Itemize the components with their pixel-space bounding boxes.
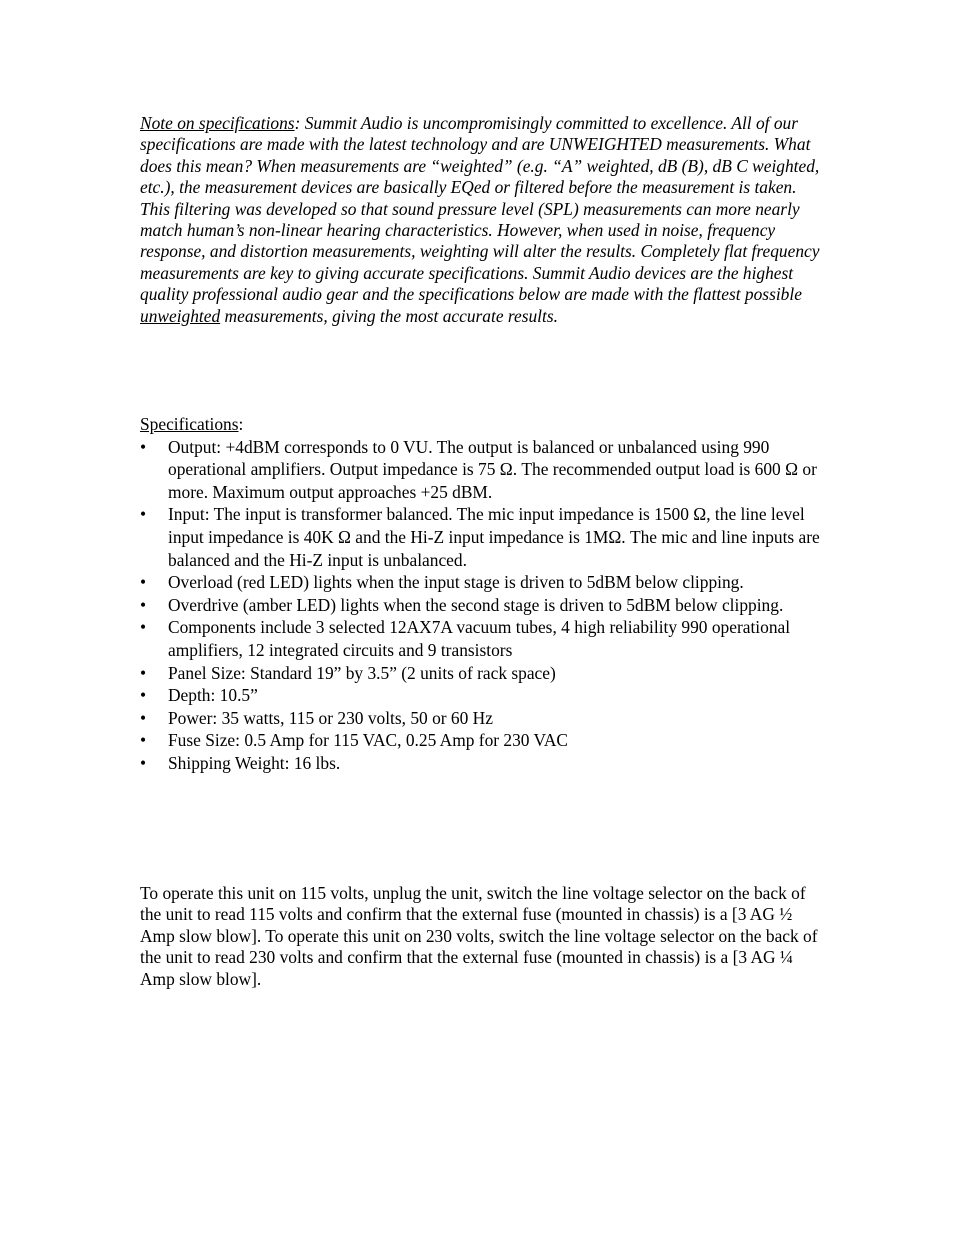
specification-item: [140, 503, 820, 571]
note-tail: measurements, giving the most accurate results.: [220, 305, 558, 326]
bullet-icon: •: [140, 504, 147, 525]
specification-item: [140, 729, 820, 752]
specification-text: Components include 3 selected 12AX7A vacuum tubes, 4 high reliability 990 operational amplifiers, 12 integrated circuits and 9 transistors: [168, 617, 791, 660]
bullet-icon: •: [140, 707, 147, 728]
specification-text: Overload (red LED) lights when the input stage is driven to 5dBM below clipping.: [168, 572, 744, 593]
operation-instructions: To operate this unit on 115 volts, unplug the unit, switch the line voltage selector on the back of the unit to read 115 volts and confirm that the external fuse (mounted in chassis) is a [3 AG ½ Amp slow blow]. To operate this unit on 230 volts, switch the line voltage selector on the back of the unit to read 230 volts and confirm that the external fuse (mounted in chassis) is a [3 AG ¼ Amp slow blow].: [140, 883, 818, 989]
bullet-icon: •: [140, 685, 147, 706]
specification-text: Overdrive (amber LED) lights when the second stage is driven to 5dBM below clipping.: [168, 594, 784, 615]
specification-item: [140, 616, 820, 661]
specification-item: [140, 436, 820, 504]
specification-item: [140, 684, 820, 707]
specification-item: [140, 752, 820, 775]
bullet-icon: •: [140, 662, 147, 683]
specifications-heading-text: Specifications: [140, 414, 239, 434]
specification-text: Input: The input is transformer balanced. The mic input impedance is 1500 Ω, the line level input impedance is 40K Ω and the Hi-Z input impedance is 1MΩ. The mic and line inputs are balanced and the Hi-Z input is unbalanced.: [168, 504, 820, 570]
specification-text: Output: +4dBM corresponds to 0 VU. The output is balanced or unbalanced using 990 operational amplifiers. Output impedance is 75 Ω. The recommended output load is 600 Ω or more. Maximum output approaches +25 dBM.: [168, 436, 817, 502]
specification-text: Depth: 10.5”: [168, 685, 258, 706]
note-heading: Note on specifications: [140, 113, 295, 133]
specification-text: Shipping Weight: 16 lbs.: [168, 752, 341, 773]
specification-item: [140, 594, 820, 617]
specifications-note: [140, 113, 820, 327]
bullet-icon: •: [140, 752, 147, 773]
bullet-icon: •: [140, 730, 147, 751]
note-emphasis: unweighted: [140, 305, 221, 326]
bullet-icon: •: [140, 572, 147, 593]
specifications-heading-colon: :: [238, 414, 244, 434]
specification-text: Fuse Size: 0.5 Amp for 115 VAC, 0.25 Amp for 230 VAC: [168, 730, 569, 751]
bullet-icon: •: [140, 617, 147, 638]
bullet-icon: •: [140, 594, 147, 615]
specifications-heading: [140, 413, 820, 436]
specifications-list: [140, 436, 820, 775]
specification-item: [140, 662, 820, 685]
specifications-section: [140, 413, 820, 775]
bullet-icon: •: [140, 436, 147, 457]
specification-item: [140, 571, 820, 594]
specification-text: Panel Size: Standard 19” by 3.5” (2 units of rack space): [168, 662, 556, 683]
note-body: : Summit Audio is uncompromisingly committed to excellence. All of our specifications are made with the latest technology and are UNWEIGHTED measurements. What does this mean? When measurements are “weighted” (e.g. “A” weighted, dB (B), dB C weighted, etc.), the measurement devices are basically EQed or filtered before the measurement is taken. This filtering was developed so that sound pressure level (SPL) measurements can more nearly match human’s non-linear hearing characteristics. However, when used in noise, frequency response, and distortion measurements, weighting will alter the results. Completely flat frequency measurements are key to giving accurate specifications. Summit Audio devices are the highest quality professional audio gear and the specifications below are made with the flattest possible: [140, 113, 820, 305]
specification-text: Power: 35 watts, 115 or 230 volts, 50 or 60 Hz: [168, 707, 493, 728]
specification-item: [140, 707, 820, 730]
